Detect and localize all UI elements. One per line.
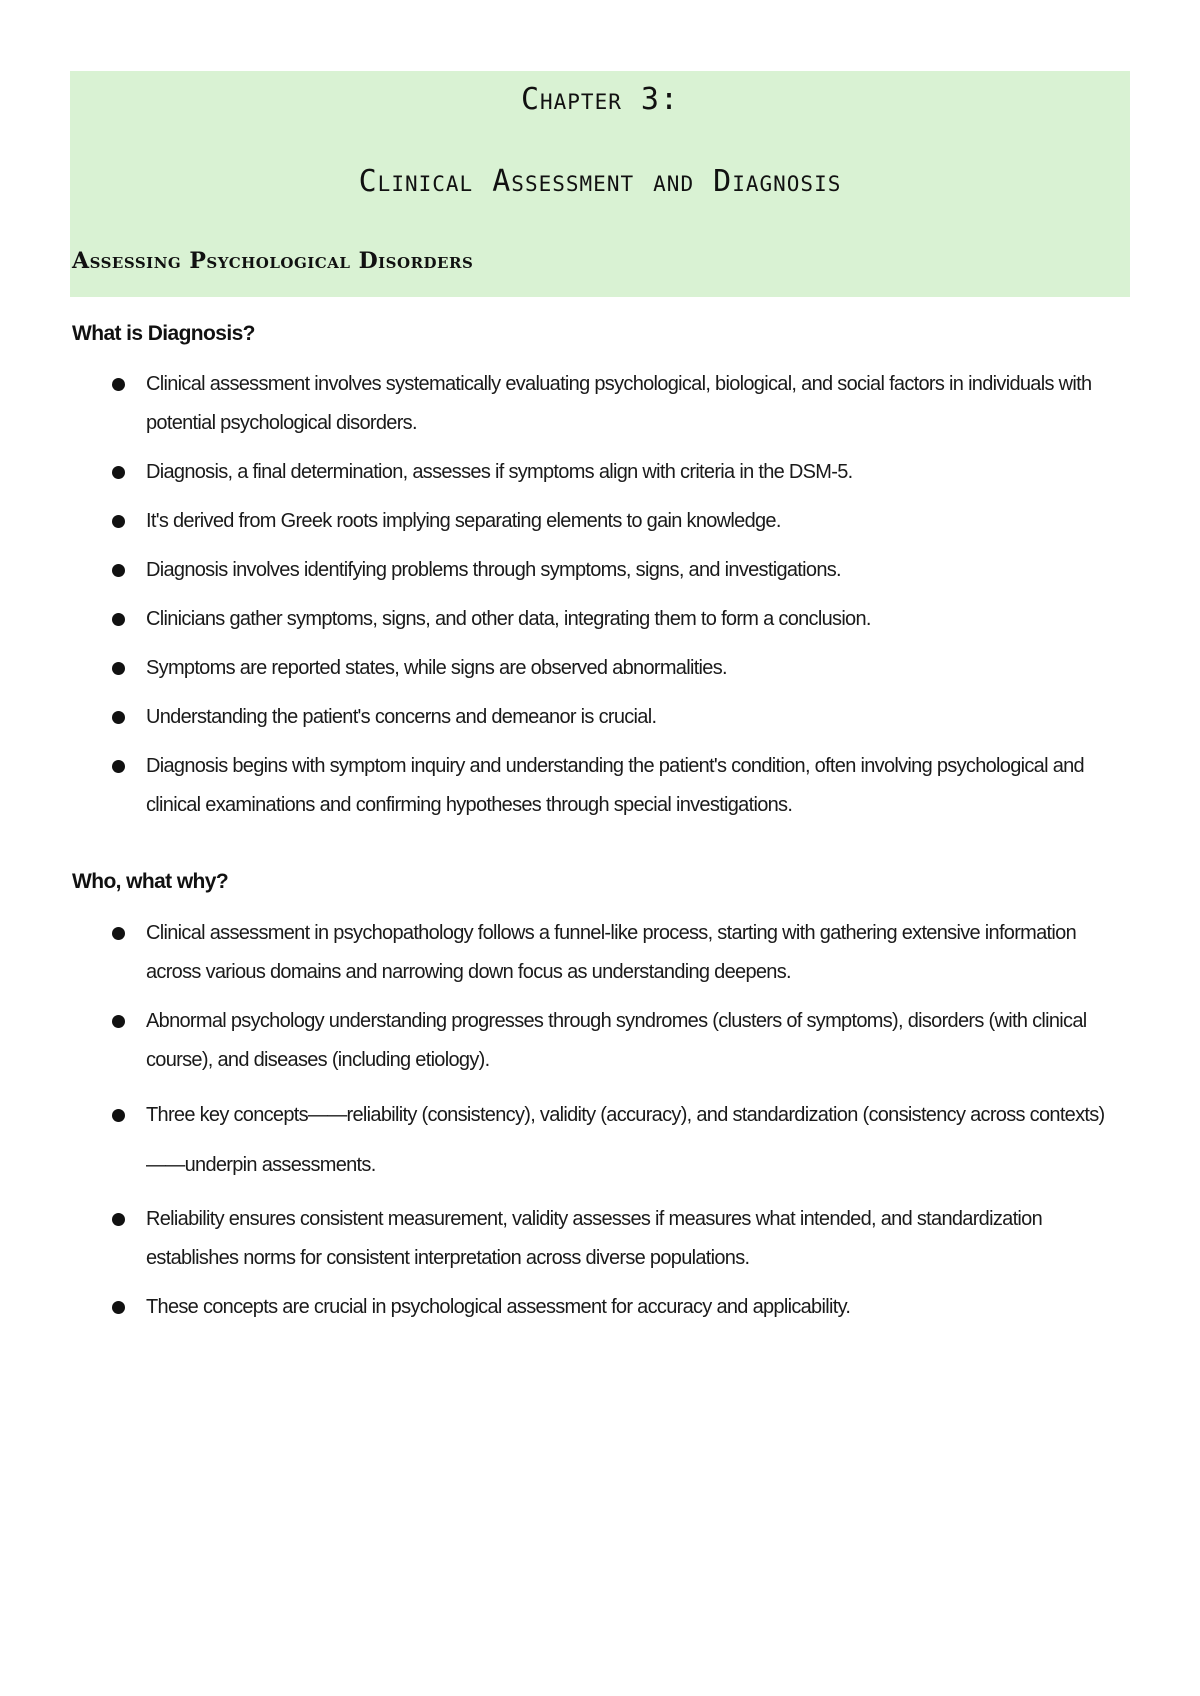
list-item [110,600,1130,639]
bullet-icon [112,1213,125,1226]
bullet-icon [112,613,125,626]
list-item-text: Symptoms are reported states, while signs are observed abnormalities. [146,657,727,679]
list-item [110,914,1130,992]
list-item [110,1200,1130,1278]
list-item [110,1288,1130,1327]
list-item-text: Reliability ensures consistent measurement, validity assesses if measures what intended, and standardization establishes norms for consistent interpretation across diverse populations. [146,1208,1043,1269]
list-item [110,502,1130,541]
chapter-title: Clinical Assessment and Diagnosis [358,164,842,199]
list-item-text: It's derived from Greek roots implying separating elements to gain knowledge. [146,510,781,532]
list-item-text: Diagnosis involves identifying problems through symptoms, signs, and investigations. [146,559,841,581]
list-item-text: Diagnosis, a final determination, assesses if symptoms align with criteria in the DSM-5. [146,461,853,483]
bullet-icon [112,662,125,675]
list-item-text: Abnormal psychology understanding progresses through syndromes (clusters of symptoms), disorders (with clinical course), and diseases (including etiology). [146,1010,1087,1071]
section-heading: Assessing Psychological Disorders [72,248,474,274]
list-item-text: Diagnosis begins with symptom inquiry and understanding the patient's condition, often involving psychological and clinical examinations and confirming hypotheses through special investigations. [146,755,1084,816]
list-item-text: Clinical assessment in psychopathology follows a funnel-like process, starting with gathering extensive information across various domains and narrowing down focus as understanding deepens. [146,922,1077,983]
bullet-icon [112,927,125,940]
list-item [110,698,1130,737]
bullet-icon [112,564,125,577]
bullet-icon [112,1301,125,1314]
list-item-text: Three key concepts——reliability (consistency), validity (accuracy), and standardization (consistency across contexts)——underpin assessments. [146,1104,1105,1176]
list-item [110,747,1130,825]
list-item [110,1090,1130,1190]
bullet-icon [112,760,125,773]
subsection-heading-who-what-why: Who, what why? [72,870,229,893]
bullet-icon [112,466,125,479]
bullet-icon [112,1015,125,1028]
list-item [110,1002,1130,1080]
list-item-text: Clinicians gather symptoms, signs, and other data, integrating them to form a conclusion. [146,608,871,630]
list-item [110,453,1130,492]
list-item [110,551,1130,590]
list-item [110,649,1130,688]
bullet-icon [112,515,125,528]
list-item [110,365,1130,443]
chapter-number-label: Chapter 3: [520,82,680,117]
bullet-icon [112,378,125,391]
bullet-icon [112,711,125,724]
bullet-list-what-is-diagnosis [110,365,1130,835]
bullet-icon [112,1109,125,1122]
list-item-text: Clinical assessment involves systematically evaluating psychological, biological, and social factors in individuals with potential psychological disorders. [146,373,1092,434]
list-item-text: These concepts are crucial in psychological assessment for accuracy and applicability. [146,1296,851,1318]
subsection-heading-what-is-diagnosis: What is Diagnosis? [72,322,255,345]
list-item-text: Understanding the patient's concerns and demeanor is crucial. [146,706,657,728]
bullet-list-who-what-why [110,914,1130,1337]
